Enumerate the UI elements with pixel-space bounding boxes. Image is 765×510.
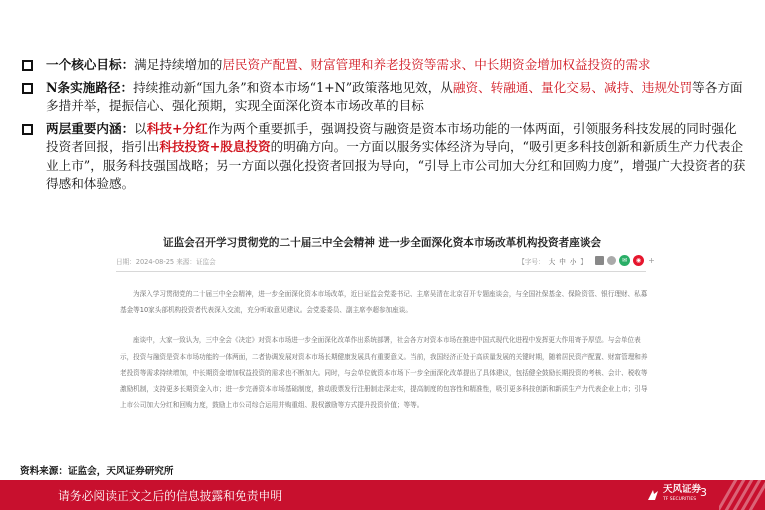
bullet-highlight: 融资、转融通、量化交易、减持、违规处罚 — [452, 79, 693, 95]
decorative-stripes — [719, 480, 765, 510]
bullet-text: 等各方面多措并举，提振信心、强化预期，实现全面深化资本市场改革的目标 — [46, 79, 743, 113]
bullet-text: 的明确方向。一方面以服务实体经济为导向，“吸引更多科技创新和新质生产力代表企业上市”，服务科技强国战略；另一方面以强化投资者回报为导向，“引导上市公司加大分红和回购力度”，增强广大投资者的获得感和体验感。 — [46, 139, 746, 191]
share-tools — [595, 255, 656, 266]
font-size-close: 】 — [580, 257, 587, 266]
wechat-icon[interactable]: ✉ — [619, 255, 630, 266]
article-title: 证监会召开学习贯彻党的二十届三中全会精神 进一步全面深化资本市场改革机构投资者座谈会 — [162, 237, 602, 249]
article-screenshot — [102, 225, 662, 453]
logo-text: 天风证券 TF SECURITIES — [663, 485, 701, 505]
plus-icon[interactable]: + — [648, 256, 655, 265]
page-number: 3 — [700, 486, 707, 499]
bullet-text: 以 — [134, 120, 147, 136]
square-bullet-icon — [22, 83, 33, 94]
font-size-controls — [518, 255, 656, 266]
logo-subtext: TF SECURITIES — [663, 497, 697, 502]
company-logo — [646, 485, 701, 505]
bullet-lead: N条实施路径： — [46, 79, 134, 95]
bullet-connotations — [22, 120, 747, 194]
divider — [116, 271, 646, 272]
bullet-text: 持续推动新“国九条”和资本市场“1+N”政策落地见效，从 — [133, 79, 453, 95]
bullet-highlight: 居民资产配置、财富管理和养老投资等需求、中长期资金增加权益投资的需求 — [222, 57, 651, 72]
font-size-label: 【字号： — [518, 257, 545, 266]
square-bullet-icon — [22, 60, 33, 71]
disclaimer-text: 请务必阅读正文之后的信息披露和免责申明 — [58, 489, 283, 503]
bullet-paths — [22, 79, 747, 116]
bullet-text: 满足持续增加的 — [134, 57, 223, 72]
font-size-small-button[interactable]: 小 — [569, 257, 577, 266]
article-date-source: 日期：2024-08-25 来源：证监会 — [116, 257, 216, 266]
bullet-lead: 一个核心目标： — [46, 57, 135, 72]
key-points-list — [22, 56, 747, 198]
footer-bar — [0, 480, 765, 510]
weibo-icon[interactable]: ◉ — [633, 255, 644, 266]
article-paragraph: 座谈中，大家一致认为，三中全会《决定》对资本市场进一步全面深化改革作出系统部署，社会各方对资本市场在推进中国式现代化进程中发挥更大作用寄予厚望。与会单位表示，投资与融资是资本市场功能的一体两面，二者协调发展对资本市场长期健康发展具有重要意义。当前，我国经济正处于高质量发展的关键时期，随着居民资产配置、财富管理和养老投资等需求持续增加，中长期资金增加权益投资的需求也不断加大。同时，与会单位就资本市场下一步全面深化改革提出了具体建议，包括健全鼓励长期投资的考核、会计、税收等激励机制，支持更多长期资金入市；进一步完善资本市场基础制度，推动股票发行注册制走深走实，提高制度的包容性和精准性，吸引更多科技创新和新质生产力代表企业上市；引导上市公司加大分红和回购力度，鼓励上市公司综合运用并购重组、股权激励等方式提升投资价值；等等。 — [120, 336, 648, 410]
bullet-text: 作为两个重要抓手，强调投资与融资是资本市场功能的一体两面，引领服务科技发展的同时强化投资者回报，指引出 — [46, 120, 737, 154]
bullet-core-goal — [22, 56, 747, 75]
article-paragraph: 为深入学习贯彻党的二十届三中全会精神，进一步全面深化资本市场改革，近日证监会党委书记、主席吴清在北京召开专题座谈会，与全国社保基金、保险资管、银行理财、私募基金等10家头部机构投资者代表深入交流，充分听取意见建议。会党委委员、副主席李超参加座谈。 — [120, 290, 648, 315]
square-bullet-icon — [22, 124, 33, 135]
printer-icon[interactable] — [595, 256, 604, 265]
logo-mark-icon — [646, 488, 660, 502]
bullet-lead: 两层重要内涵： — [46, 120, 135, 136]
bullet-highlight: 科技投资+股息投资 — [159, 139, 271, 154]
share-icon[interactable] — [607, 256, 616, 265]
article-meta — [102, 255, 662, 266]
font-size-large-button[interactable]: 大 — [548, 257, 556, 266]
bullet-highlight: 科技+分红 — [146, 120, 208, 136]
font-size-medium-button[interactable]: 中 — [559, 257, 566, 266]
source-note: 资料来源：证监会，天风证券研究所 — [20, 466, 174, 477]
